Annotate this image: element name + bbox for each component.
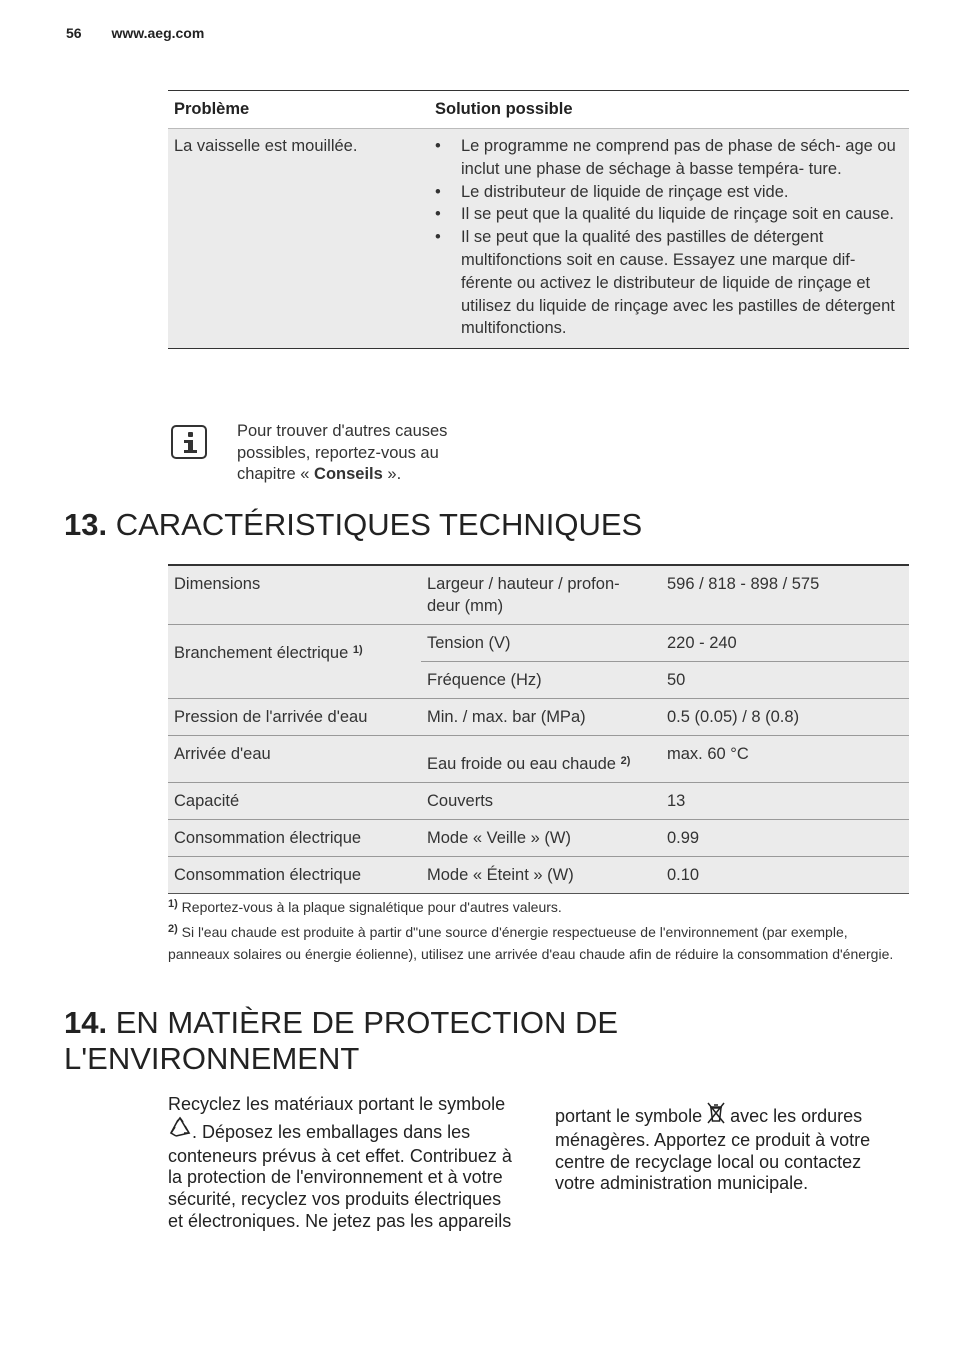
website-link[interactable]: www.aeg.com [111,25,205,41]
tech-specs-table [168,564,909,894]
environment-text-col2: portant le symbole avec les ordures ménagères. Apportez ce produit à votre centre de recyclage local ou contactez votre administration municipale. [555,1102,905,1195]
row-value: max. 60 °C [667,745,749,763]
page-number: 56 [66,25,82,41]
footnote-2: $^{2)}$ Si l'eau chaude est produite à partir d"une source d'énergie respectueuse de l'environnement (par exemple, panneaux solaires ou énergie éolienne), utilisez une arrivée d'eau chaude afin de réduire la consommation d'énergie. [168,923,894,962]
row-value: 596 / 818 - 898 / 575 [667,575,820,593]
recycle-icon [168,1116,192,1146]
crossed-bin-icon [707,1102,725,1130]
row-param: Largeur / hauteur / profon- deur (mm) [427,575,620,615]
problem-cell: La vaisselle est mouillée. [174,137,358,155]
table-row [168,625,909,699]
footnotes [168,893,898,965]
row-param: Min. / max. bar (MPa) [427,708,586,726]
solution-cell [428,135,909,340]
table-row [168,699,909,736]
table-row [168,783,909,820]
list-item: • Il se peut que la qualité des pastilles de détergent multifonctions soit en cause. Essayez une marque dif- férente ou activez le distributeur de liquide de rinçage et utilisez du liquide de rinçage avec les pastilles de détergent multifonctions. [435,226,901,340]
row-label: Consommation électrique [174,866,362,884]
solution-list [435,135,901,340]
row-label: Capacité [174,792,240,810]
row-label: Arrivée d'eau [174,745,271,763]
section-14-heading: 14. EN MATIÈRE DE PROTECTION DE L'ENVIRONNEMENT [64,1005,619,1076]
row-param: Mode « Veille » (W) [427,829,571,847]
environment-text-col1: Recyclez les matériaux portant le symbole . Déposez les emballages dans les conteneurs prévus à cet effet. Contribuez à la protection de l'environnement et à votre sécurité, recyclez vos produits électriques et électroniques. Ne jetez pas les appareils [168,1094,512,1231]
footnote-mark[interactable]: 1) [352,644,363,656]
table-row [168,129,909,348]
info-icon [171,425,207,459]
row-param: Mode « Éteint » (W) [427,866,574,884]
table-row [168,566,909,625]
footnote-mark[interactable]: 2) [620,755,631,767]
row-value: 0.10 [667,866,700,884]
problem-table [168,90,909,349]
row-value: 50 [667,671,686,689]
section-13-heading: 13. CARACTÉRISTIQUES TECHNIQUES [64,507,643,542]
row-param: Tension (V) [427,634,511,652]
info-note [171,421,497,486]
row-label: Dimensions [174,575,261,593]
list-item: • Le programme ne comprend pas de phase de séch- age ou inclut une phase de séchage à basse tempéra- ture. [435,135,901,181]
row-value: 220 - 240 [667,634,737,652]
row-param: Fréquence (Hz) [427,671,542,689]
column-header-solution: Solution possible [435,100,573,118]
conseils-reference[interactable]: Conseils [314,465,383,483]
table-row [168,736,909,783]
row-label: Branchement électrique $^{1)}$ [174,644,363,662]
row-param: Eau froide ou eau chaude $^{2)}$ [427,755,631,773]
footnote-1: $^{1)}$ Reportez-vous à la plaque signalétique pour d'autres valeurs. [168,898,562,915]
row-label: Pression de l'arrivée d'eau [174,708,368,726]
list-item: • Il se peut que la qualité du liquide de rinçage soit en cause. [435,203,901,226]
problem-table-header [168,91,909,129]
row-param: Couverts [427,792,494,810]
table-row [168,820,909,857]
table-row [168,857,909,893]
list-item: • Le distributeur de liquide de rinçage est vide. [435,181,901,204]
row-value: 0.5 (0.05) / 8 (0.8) [667,708,800,726]
row-value: 13 [667,792,686,810]
row-value: 0.99 [667,829,700,847]
column-header-problem: Problème [174,100,250,118]
row-label: Consommation électrique [174,829,362,847]
page-header [66,25,204,41]
info-note-text: Pour trouver d'autres causes possibles, reportez-vous au chapitre « Conseils ». [237,422,448,483]
